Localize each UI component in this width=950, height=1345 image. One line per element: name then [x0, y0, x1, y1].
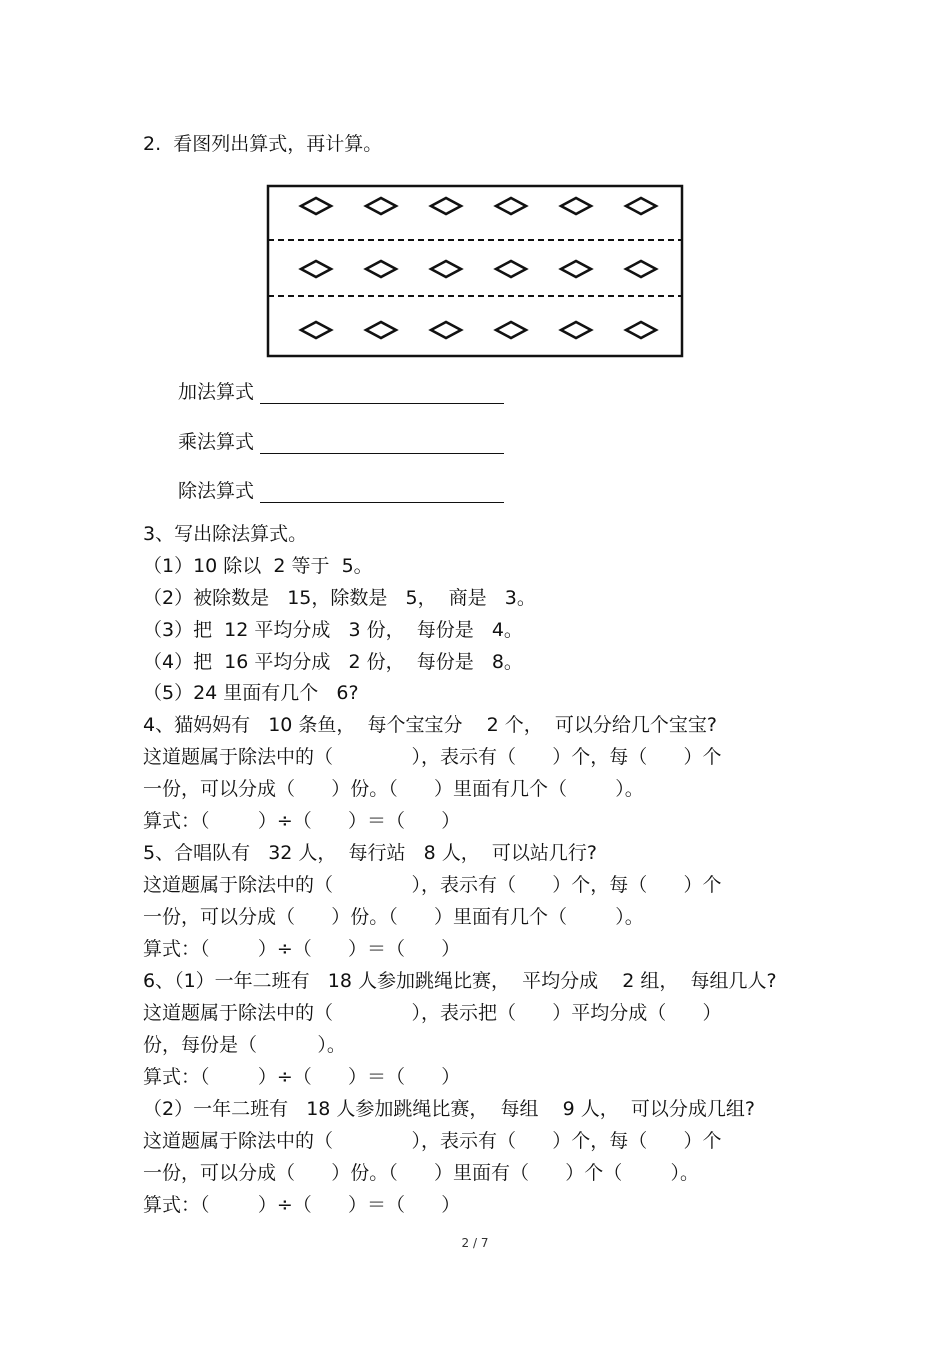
question-5-formula: 算式：（ ）÷（ ）＝（ ） — [143, 938, 461, 960]
question-3-item-4: （4）把 16 平均分成 2 份， 每份是 8。 — [143, 651, 523, 673]
question-6-part-2-line-2: 一份，可以分成（ ）份。（ ）里面有（ ）个（ ）。 — [143, 1162, 700, 1184]
question-6-part-1-title: 6、（1）一年二班有 18 人参加跳绳比赛， 平均分成 2 组， 每组几人? — [143, 970, 777, 992]
diamond-grouping-figure — [246, 168, 702, 366]
page-number: 2 / 7 — [461, 1236, 489, 1250]
addition-formula-label: 加法算式 — [178, 381, 255, 403]
question-4-line-1: 这道题属于除法中的（ ），表示有（ ）个，每（ ）个 — [143, 746, 722, 768]
division-formula-label: 除法算式 — [178, 480, 255, 502]
question-4-title: 4、猫妈妈有 10 条鱼， 每个宝宝分 2 个， 可以分给几个宝宝? — [143, 714, 717, 736]
addition-formula-row — [178, 380, 504, 404]
question-3-item-1: （1）10 除以 2 等于 5。 — [143, 555, 373, 577]
question-3-item-3: （3）把 12 平均分成 3 份， 每份是 4。 — [143, 619, 523, 641]
question-5-title: 5、合唱队有 32 人， 每行站 8 人， 可以站几行? — [143, 842, 597, 864]
question-2-title: 2. 看图列出算式，再计算。 — [143, 133, 383, 155]
question-5-line-1: 这道题属于除法中的（ ），表示有（ ）个，每（ ）个 — [143, 874, 722, 896]
division-formula-row — [178, 479, 504, 503]
question-5-line-2: 一份，可以分成（ ）份。（ ）里面有几个（ ）。 — [143, 906, 644, 928]
multiplication-formula-answer-blank[interactable] — [260, 434, 504, 454]
multiplication-formula-row — [178, 430, 504, 454]
question-6-part-1-line-1: 这道题属于除法中的（ ），表示把（ ）平均分成（ ） — [143, 1002, 722, 1024]
question-4-line-2: 一份，可以分成（ ）份。（ ）里面有几个（ ）。 — [143, 778, 644, 800]
question-6-part-1-line-2: 份，每份是（ ）。 — [143, 1034, 346, 1056]
question-6-part-2-line-1: 这道题属于除法中的（ ），表示有（ ）个，每（ ）个 — [143, 1130, 722, 1152]
multiplication-formula-label: 乘法算式 — [178, 431, 255, 453]
question-3-item-2: （2）被除数是 15，除数是 5， 商是 3。 — [143, 587, 536, 609]
question-3-item-5: （5）24 里面有几个 6? — [143, 682, 359, 704]
question-4-formula: 算式：（ ）÷（ ）＝（ ） — [143, 810, 461, 832]
question-6-part-1-formula: 算式：（ ）÷（ ）＝（ ） — [143, 1066, 461, 1088]
question-6-part-2-title: （2）一年二班有 18 人参加跳绳比赛， 每组 9 人， 可以分成几组? — [143, 1098, 755, 1120]
question-3-title: 3、写出除法算式。 — [143, 523, 308, 545]
question-6-part-2-formula: 算式：（ ）÷（ ）＝（ ） — [143, 1194, 461, 1216]
division-formula-answer-blank[interactable] — [260, 483, 504, 503]
addition-formula-answer-blank[interactable] — [260, 384, 504, 404]
